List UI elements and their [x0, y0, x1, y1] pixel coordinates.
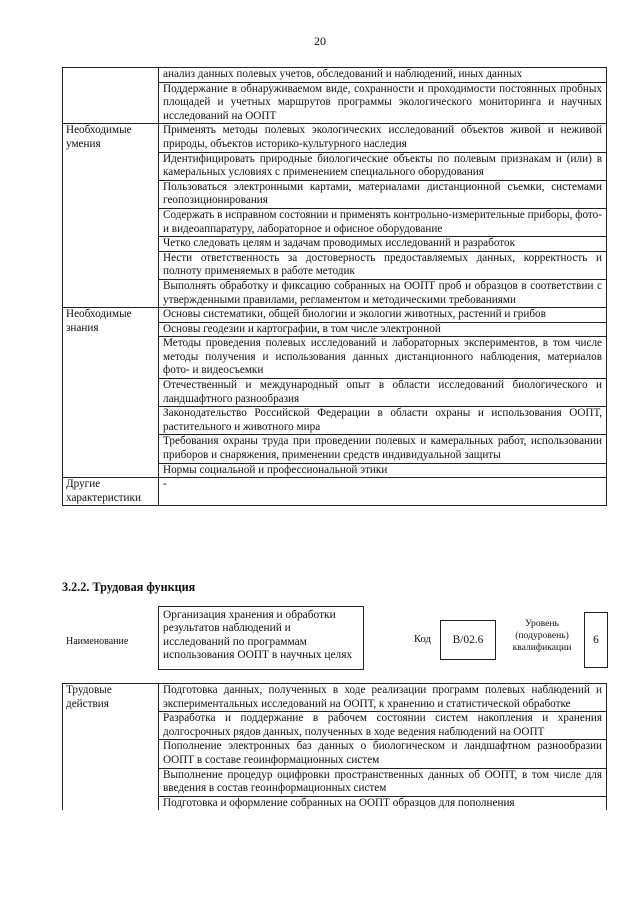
- table-cell: Основы геодезии и картографии, в том числе электронной: [159, 322, 607, 337]
- table-cell: Нормы социальной и профессиональной этики: [159, 463, 607, 478]
- name-label: Наименование: [66, 636, 129, 647]
- row-label: [63, 68, 159, 124]
- function-code: B/02.6: [440, 620, 496, 660]
- table-cell: анализ данных полевых учетов, обследований и наблюдений, иных данных: [159, 68, 607, 83]
- table-cell: Пользоваться электронными картами, материалами дистанционной съемки, системами геопозиционирования: [159, 180, 607, 208]
- requirements-table: [62, 67, 607, 506]
- table-cell: -: [159, 478, 607, 506]
- code-label: Код: [414, 634, 431, 645]
- labor-function-header: [62, 606, 607, 674]
- level-label: Уровень (подуровень) квалификации: [512, 618, 572, 653]
- table-cell: Четко следовать целям и задачам проводимых исследований и разработок: [159, 237, 607, 252]
- table-row: [63, 478, 607, 506]
- table-cell: Поддержание в обнаруживаемом виде, сохранности и проходимости постоянных пробных площадей и учетных маршрутов программы экологического мониторинга и научных исследований на ООПТ: [159, 82, 607, 124]
- page-number: 20: [314, 34, 326, 48]
- labor-actions-table: [62, 683, 607, 810]
- table-cell: Содержать в исправном состоянии и применять контрольно-измерительные приборы, фото- и видеоаппаратуру, лабораторное и офисное оборудование: [159, 208, 607, 236]
- table-cell: Подготовка данных, полученных в ходе реализации программ полевых наблюдений и экспериментальных исследований на ООПТ, к хранению и статистической обработке: [159, 684, 607, 712]
- table-cell: Основы систематики, общей биологии и экологии животных, растений и грибов: [159, 308, 607, 323]
- table-row: [63, 684, 607, 712]
- table-cell: Законодательство Российской Федерации в области охраны и использования ООПТ, растительного и животного мира: [159, 407, 607, 435]
- table-cell: Пополнение электронных баз данных о биологическом и ландшафтном разнообразии ООПТ в составе геоинформационных систем: [159, 740, 607, 768]
- table-cell: Методы проведения полевых исследований и лабораторных экспериментов, в том числе методы получения и использования данных дистанционного наблюдения, материалов фото- и видеосъемки: [159, 337, 607, 379]
- table-row: [63, 68, 607, 83]
- table-cell: Выполнение процедур оцифровки пространственных данных об ООПТ, в том числе для введения в состав геоинформационных систем: [159, 768, 607, 796]
- row-label-skills: Необходимые умения: [63, 124, 159, 308]
- section-heading: 3.2.2. Трудовая функция: [62, 580, 196, 594]
- row-label-knowledge: Необходимые знания: [63, 308, 159, 478]
- row-label-actions: Трудовые действия: [63, 684, 159, 811]
- table-cell: Отечественный и международный опыт в области исследований биологического и ландшафтного разнообразия: [159, 379, 607, 407]
- table-cell: Нести ответственность за достоверность предоставляемых данных, корректность и полноту применяемых в работе методик: [159, 251, 607, 279]
- qualification-level: 6: [584, 612, 608, 668]
- function-name: Организация хранения и обработки результатов наблюдений и исследований по программам использования ООПТ в научных целях: [158, 606, 364, 670]
- table-cell: Выполнять обработку и фиксацию собранных на ООПТ проб и образцов в соответствии с утвержденными правилами, регламентом и методическими требованиями: [159, 279, 607, 307]
- table-cell: Разработка и поддержание в рабочем состоянии систем накопления и хранения долгосрочных рядов данных, полученных в ходе ведения наблюдений на ООПТ: [159, 712, 607, 740]
- table-cell: Применять методы полевых экологических исследований объектов живой и неживой природы, объектов историко-культурного наследия: [159, 124, 607, 152]
- table-cell: Подготовка и оформление собранных на ООПТ образцов для пополнения: [159, 796, 607, 810]
- row-label-other: Другие характеристики: [63, 478, 159, 506]
- table-cell: Требования охраны труда при проведении полевых и камеральных работ, использовании приборов и снаряжения, применении средств индивидуальной защиты: [159, 435, 607, 463]
- table-row: [63, 124, 607, 152]
- table-row: [63, 308, 607, 323]
- table-cell: Идентифицировать природные биологические объекты по полевым признакам и (или) в камеральных условиях с применением специального оборудования: [159, 152, 607, 180]
